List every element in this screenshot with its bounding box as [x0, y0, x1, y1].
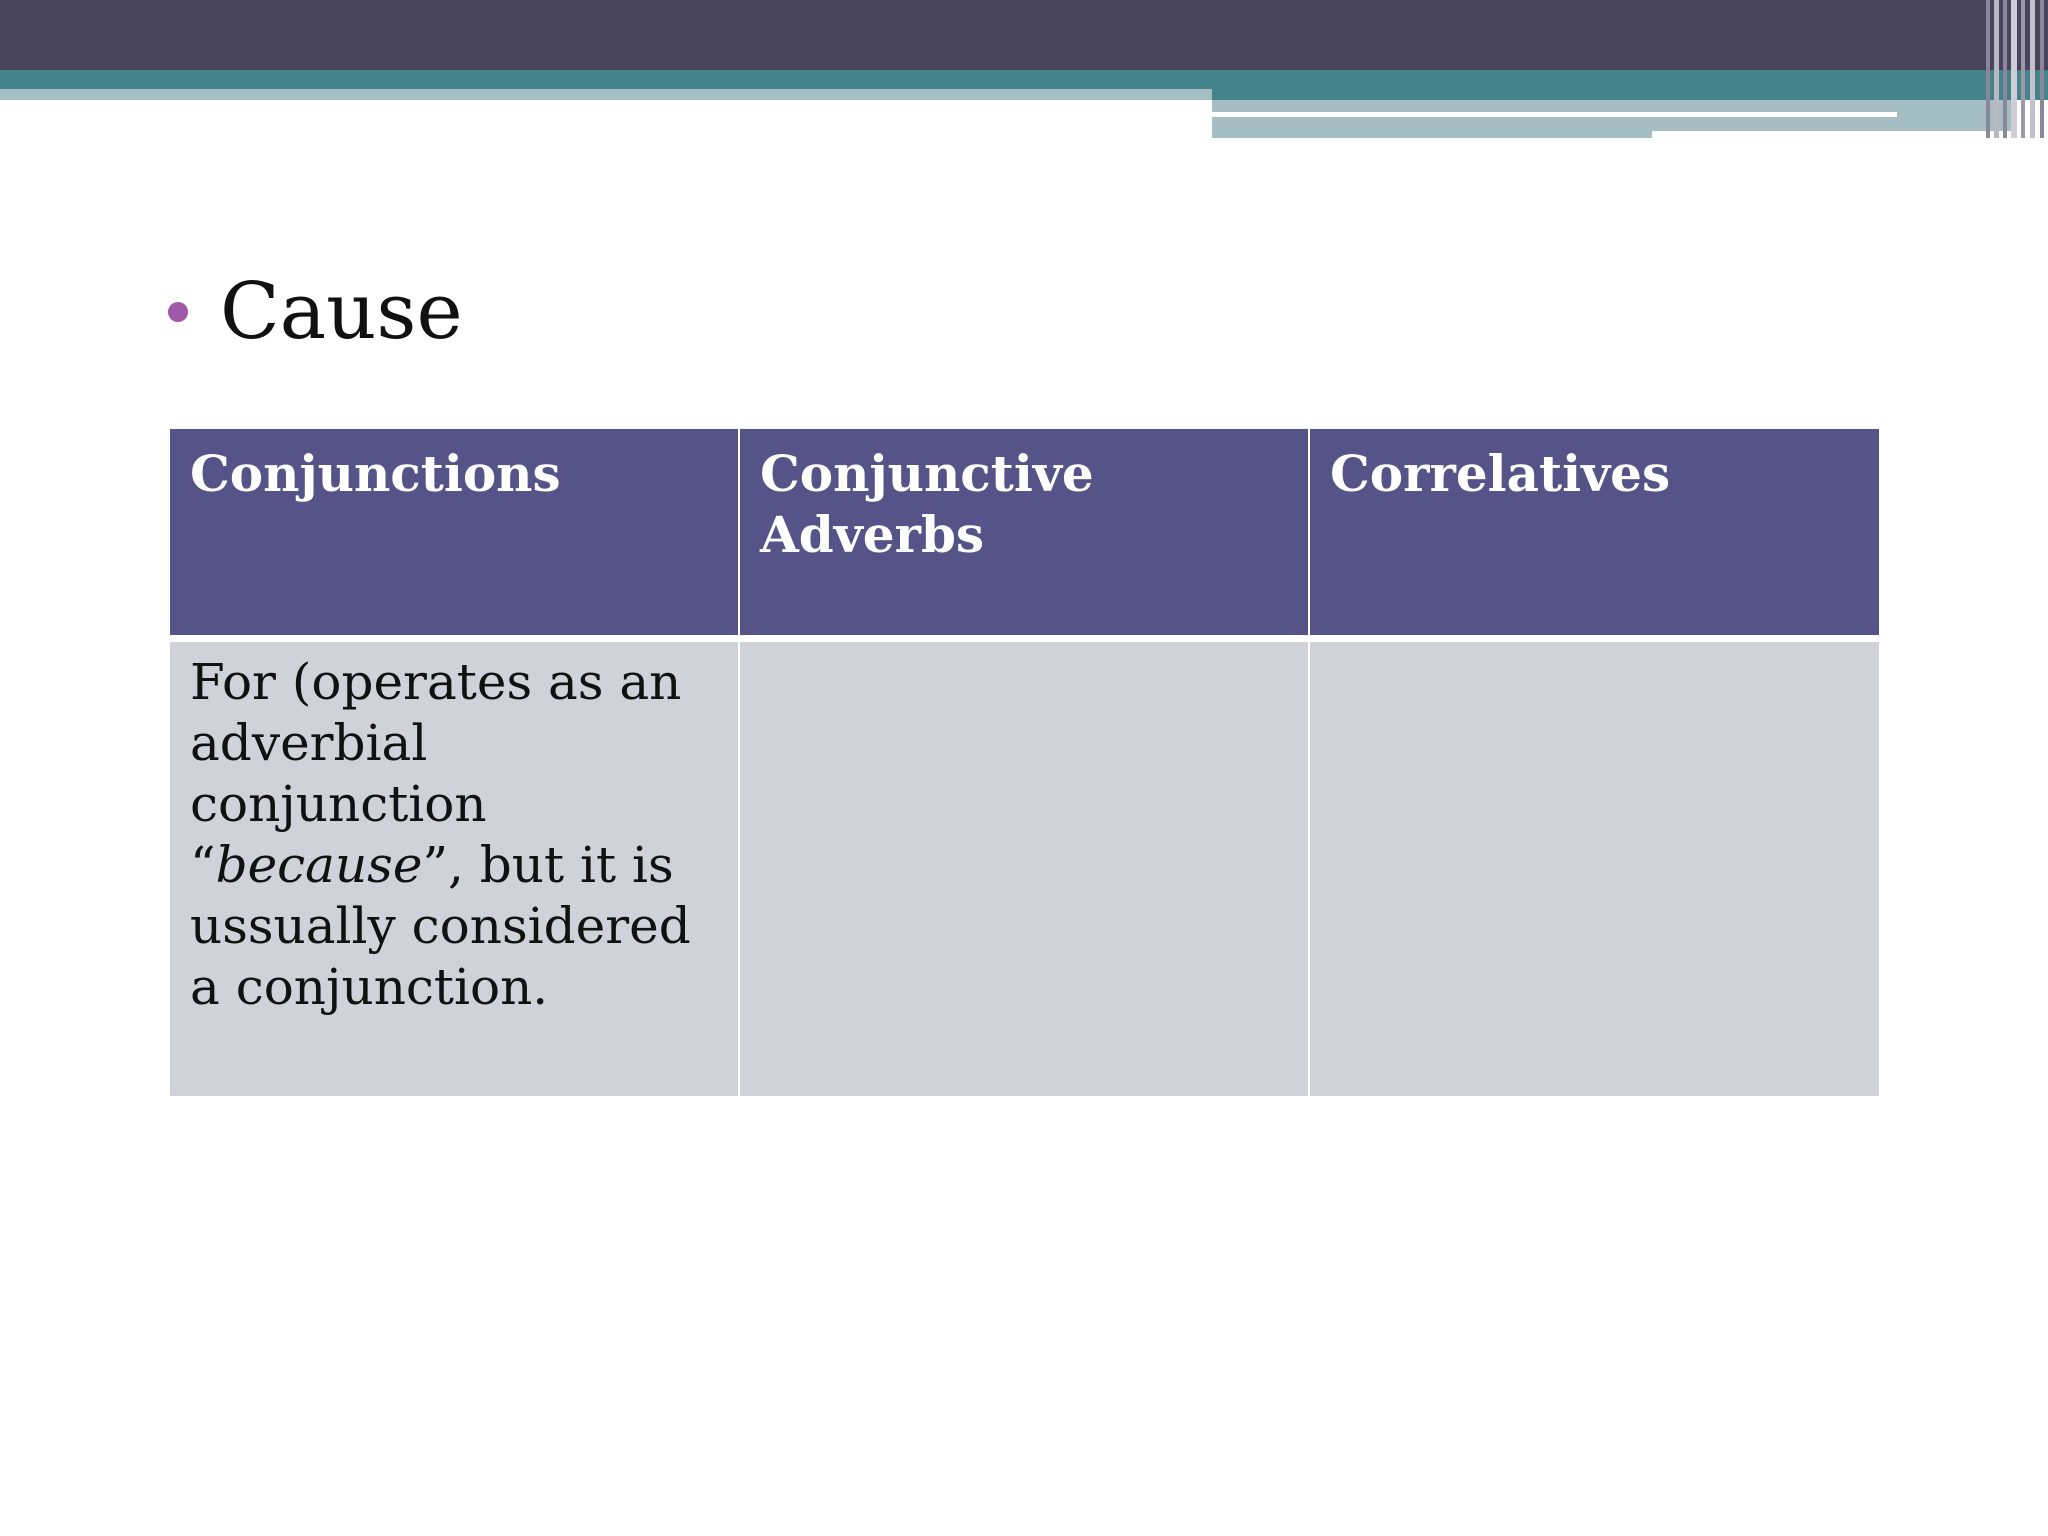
header-stripe [2003, 0, 2007, 138]
header-band-white-left [0, 100, 1212, 110]
header-stripe [1986, 0, 1990, 138]
header-band-white-line [1212, 112, 1897, 117]
column-header-conjunctive-adverbs: Conjunctive Adverbs [740, 429, 1308, 635]
table-cell-conjunctive-adverbs [740, 642, 1308, 1096]
cell-text: For (operates as an adverbial conjunction “ [190, 653, 682, 894]
header-band-light-left [0, 89, 1212, 100]
column-header-correlatives: Correlatives [1310, 429, 1879, 635]
bullet-dot-icon [168, 302, 188, 322]
header-stripe [2030, 0, 2035, 138]
bullet-heading: Cause [220, 267, 463, 357]
comparison-table [170, 429, 1879, 1096]
header-stripe [2011, 0, 2017, 138]
column-header-conjunctions: Conjunctions [170, 429, 738, 635]
header-band-dark [0, 0, 2048, 70]
bullet-item [168, 262, 463, 362]
header-stripe [2040, 0, 2044, 138]
table-cell-correlatives [1310, 642, 1879, 1096]
header-stripe [2021, 0, 2025, 138]
header-stripe [1994, 0, 1999, 138]
table-cell-conjunctions [170, 642, 738, 1096]
cell-italic-text: because [215, 836, 423, 894]
cell-text: ”, but it is ussually considered a conjunction. [190, 836, 691, 1016]
